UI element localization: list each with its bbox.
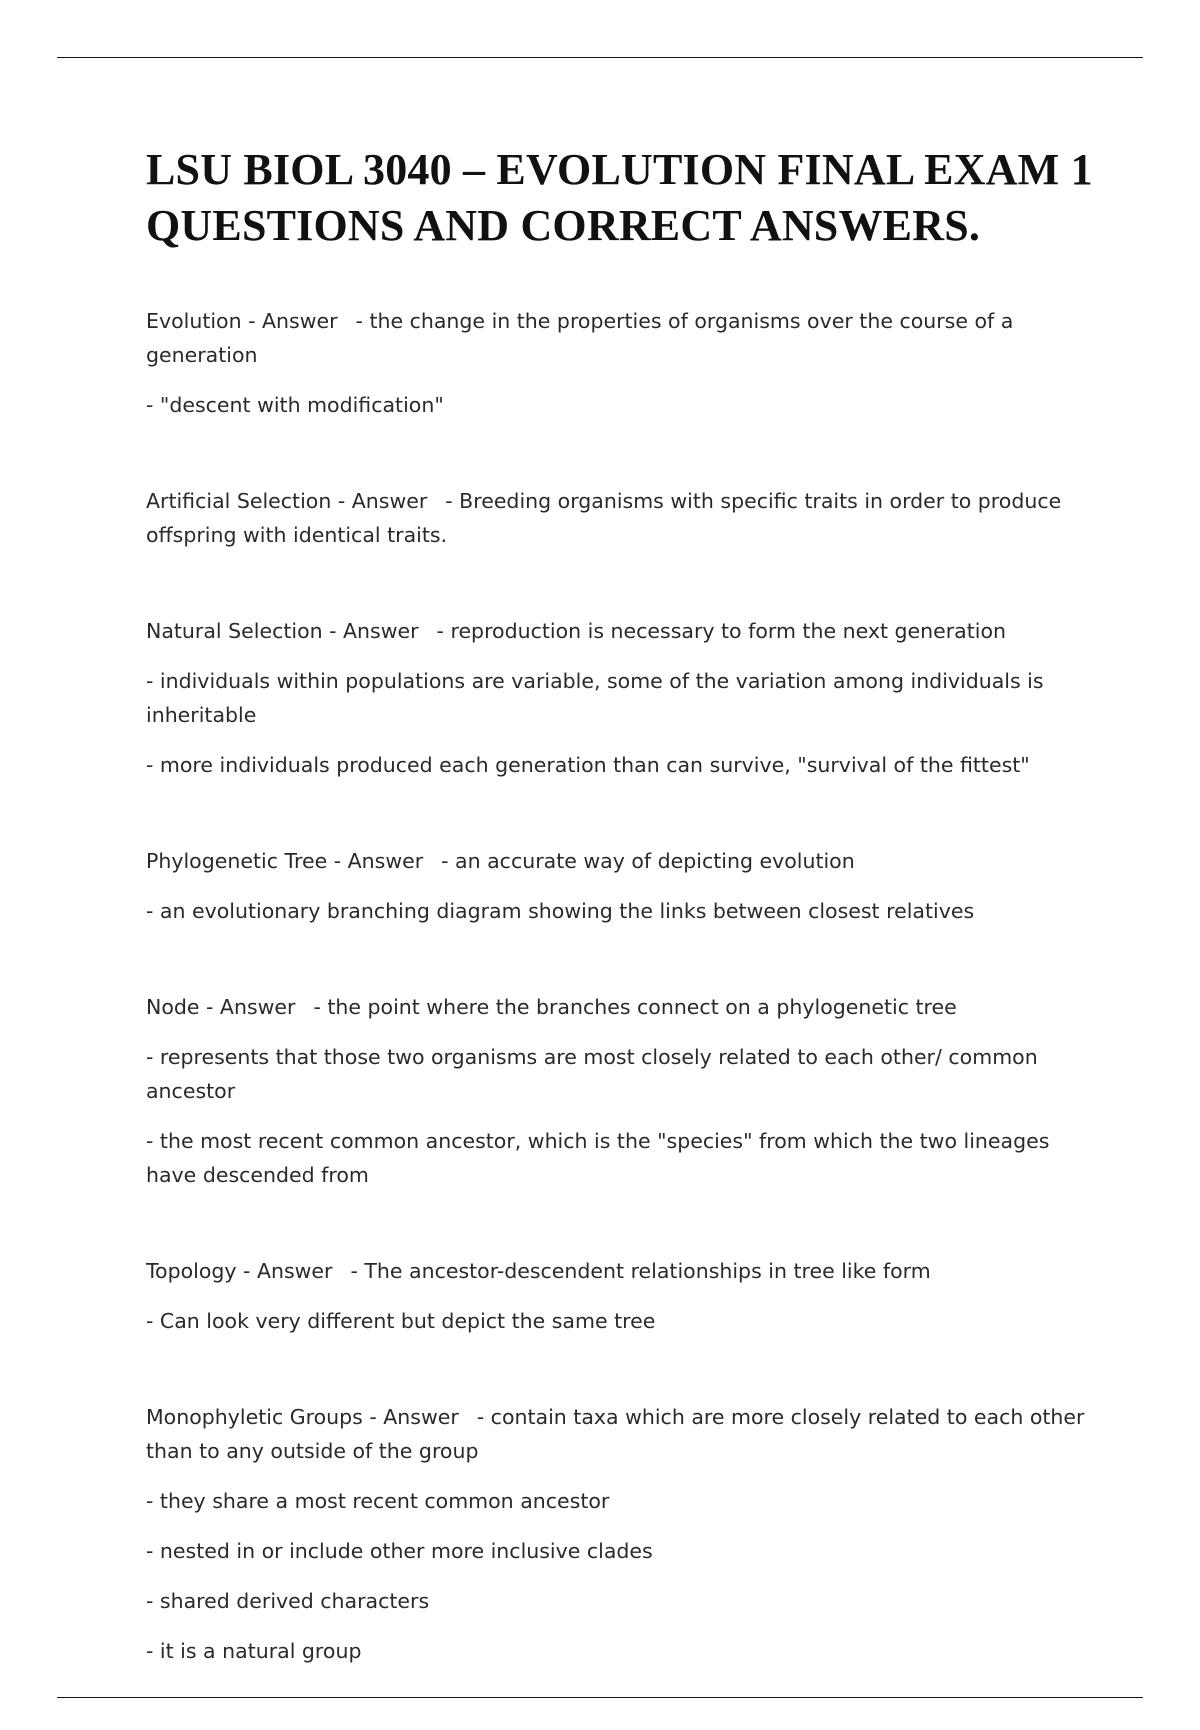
qa-answer-line: - nested in or include other more inclusive clades [146,1539,653,1563]
qa-first-line [146,304,1096,372]
qa-answer-line: - individuals within populations are variable, some of the variation among individuals is inheritable [146,669,1044,727]
qa-answer-line: - the change in the properties of organisms over the course of a generation [146,309,1014,367]
qa-entry [146,844,1096,928]
qa-answer-line: - more individuals produced each generation than can survive, "survival of the fittest" [146,753,1030,777]
qa-entry [146,1400,1096,1668]
qa-entry [146,1254,1096,1338]
qa-term: Phylogenetic Tree - Answer [146,849,424,873]
bottom-divider [57,1697,1143,1698]
qa-answer-line: - shared derived characters [146,1589,430,1613]
qa-answer-line: - reproduction is necessary to form the next generation [436,619,1007,643]
qa-answer-line: - they share a most recent common ancestor [146,1489,610,1513]
qa-entry [146,484,1096,552]
qa-term: Natural Selection - Answer [146,619,419,643]
qa-entry [146,614,1096,782]
qa-answer-line: - Breeding organisms with specific traits in order to produce offspring with identical traits. [146,489,1062,547]
top-divider [57,57,1143,58]
qa-answer-line: - Can look very different but depict the same tree [146,1309,656,1333]
document-body [146,142,1096,1730]
qa-first-line [146,614,1096,648]
qa-first-line [146,1400,1096,1468]
qa-first-line [146,1254,1096,1288]
qa-answer-line: - represents that those two organisms are most closely related to each other/ common ancestor [146,1045,1038,1103]
qa-term: Monophyletic Groups - Answer [146,1405,459,1429]
qa-answer-line: - contain taxa which are more closely related to each other than to any outside of the group [146,1405,1085,1463]
qa-term: Node - Answer [146,995,296,1019]
qa-answer-line: - "descent with modification" [146,393,444,417]
qa-answer-line: - an evolutionary branching diagram showing the links between closest relatives [146,899,975,923]
qa-list [146,304,1096,1668]
qa-answer-line: - it is a natural group [146,1639,362,1663]
qa-first-line [146,844,1096,878]
qa-term: Evolution - Answer [146,309,338,333]
qa-first-line [146,990,1096,1024]
qa-entry [146,304,1096,422]
qa-answer-line: - an accurate way of depicting evolution [441,849,855,873]
qa-entry [146,990,1096,1192]
qa-term: Artificial Selection - Answer [146,489,428,513]
qa-first-line [146,484,1096,552]
qa-term: Topology - Answer [146,1259,333,1283]
qa-answer-line: - the most recent common ancestor, which is the "species" from which the two lineages have descended from [146,1129,1050,1187]
document-title: LSU BIOL 3040 – EVOLUTION FINAL EXAM 1 QUESTIONS AND CORRECT ANSWERS. [146,145,1093,250]
qa-answer-line: - The ancestor-descendent relationships in tree like form [350,1259,931,1283]
qa-answer-line: - the point where the branches connect on a phylogenetic tree [313,995,957,1019]
